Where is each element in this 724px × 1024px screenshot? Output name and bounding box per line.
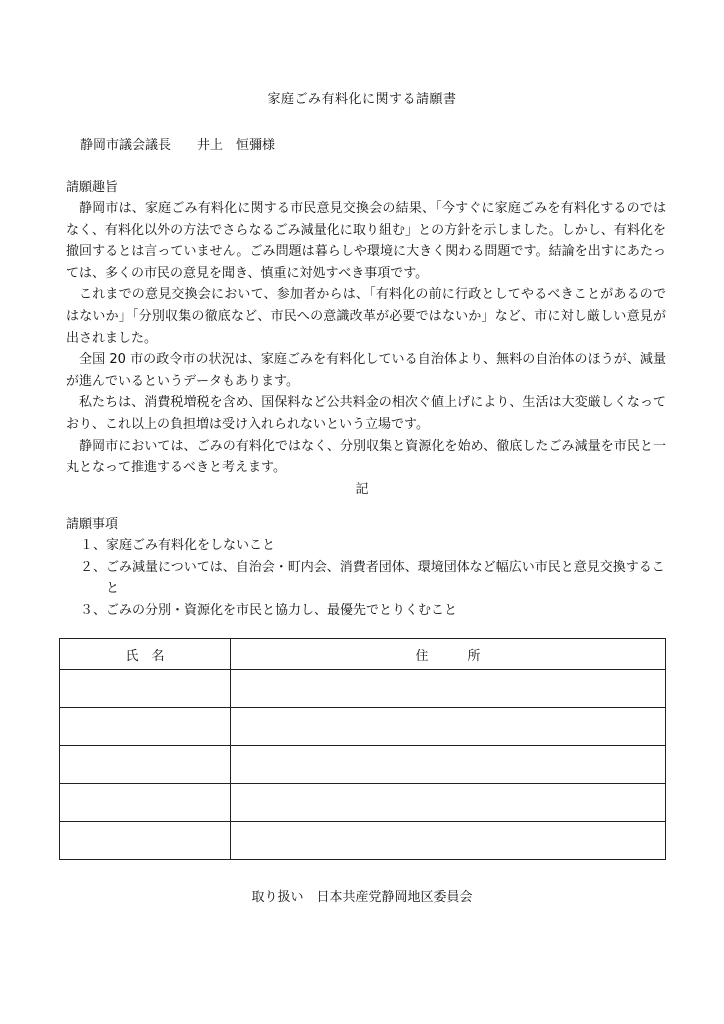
purpose-paragraph: 静岡市においては、ごみの有料化ではなく、分別収集と資源化を始め、徹底したごみ減量を市民と一丸となって推進するべきと考えます。 bbox=[66, 438, 666, 476]
name-cell[interactable] bbox=[60, 670, 231, 708]
name-cell[interactable] bbox=[60, 746, 231, 784]
signature-table-header bbox=[60, 639, 666, 670]
address-cell[interactable] bbox=[231, 670, 666, 708]
signature-row bbox=[60, 822, 666, 860]
petition-title: 家庭ごみ有料化に関する請願書 bbox=[267, 92, 457, 107]
purpose-paragraph: これまでの意見交換会において、参加者からは、「有料化の前に行政としてやるべきことがあるのではないか」「分別収集の徹底など、市民への意識改革が必要ではないか」など、市に対し厳しい意見が出されました。 bbox=[66, 287, 666, 346]
item-text: ごみ減量については、自治会・町内会、消費者団体、環境団体など幅広い市民と意見交換すること bbox=[106, 559, 665, 597]
petition-items bbox=[80, 535, 665, 621]
name-cell[interactable] bbox=[60, 784, 231, 822]
address-cell[interactable] bbox=[231, 746, 666, 784]
item-text: 家庭ごみ有料化をしないこと bbox=[106, 538, 276, 553]
purpose-paragraph: 静岡市は、家庭ごみ有料化に関する市民意見交換会の結果、「今すぐに家庭ごみを有料化するのではなく、有料化以外の方法でさらなるごみ減量化に取り組む」との方針を示しました。しかし、有料化を撤回するとは言っていません。ごみ問題は暮らしや環境に大きく関わる問題です。結論を出すにあたっては、多くの市民の意見を聞き、慎重に対処すべき事項です。 bbox=[66, 201, 666, 281]
purpose-heading: 請願趣旨 bbox=[66, 180, 119, 195]
signature-row bbox=[60, 784, 666, 822]
item-number: ２、 bbox=[80, 559, 107, 575]
signature-row bbox=[60, 746, 666, 784]
signature-row bbox=[60, 670, 666, 708]
address-cell[interactable] bbox=[231, 784, 666, 822]
handled-by-footer: 取り扱い 日本共産党静岡地区委員会 bbox=[251, 890, 473, 905]
signature-table bbox=[59, 638, 666, 860]
item-text: ごみの分別・資源化を市民と協力し、最優先でとりくむこと bbox=[106, 602, 458, 618]
purpose-body bbox=[66, 198, 666, 479]
address-cell[interactable] bbox=[231, 708, 666, 746]
address-cell[interactable] bbox=[231, 822, 666, 860]
petition-item bbox=[80, 557, 665, 600]
name-cell[interactable] bbox=[60, 822, 231, 860]
signature-row bbox=[60, 708, 666, 746]
ki-mark: 記 bbox=[355, 482, 369, 497]
items-heading: 請願事項 bbox=[66, 517, 119, 532]
item-number: ３、 bbox=[80, 602, 107, 618]
purpose-paragraph: 私たちは、消費税増税を含め、国保料など公共料金の相次ぐ値上げにより、生活は大変厳しくなっており、これ以上の負担増は受け入れられないという立場です。 bbox=[66, 395, 666, 432]
name-column-header: 氏 名 bbox=[60, 639, 231, 670]
name-cell[interactable] bbox=[60, 708, 231, 746]
petition-item bbox=[80, 535, 665, 557]
addressee-line: 静岡市議会議長 井上 恒彌様 bbox=[80, 138, 276, 153]
item-number: １、 bbox=[80, 538, 107, 553]
purpose-paragraph: 全国 20 市の政令市の状況は、家庭ごみを有料化している自治体より、無料の自治体のほうが、減量が進んでいるというデータもあります。 bbox=[66, 352, 666, 389]
petition-item bbox=[80, 600, 665, 622]
address-column-header: 住 所 bbox=[231, 639, 666, 670]
